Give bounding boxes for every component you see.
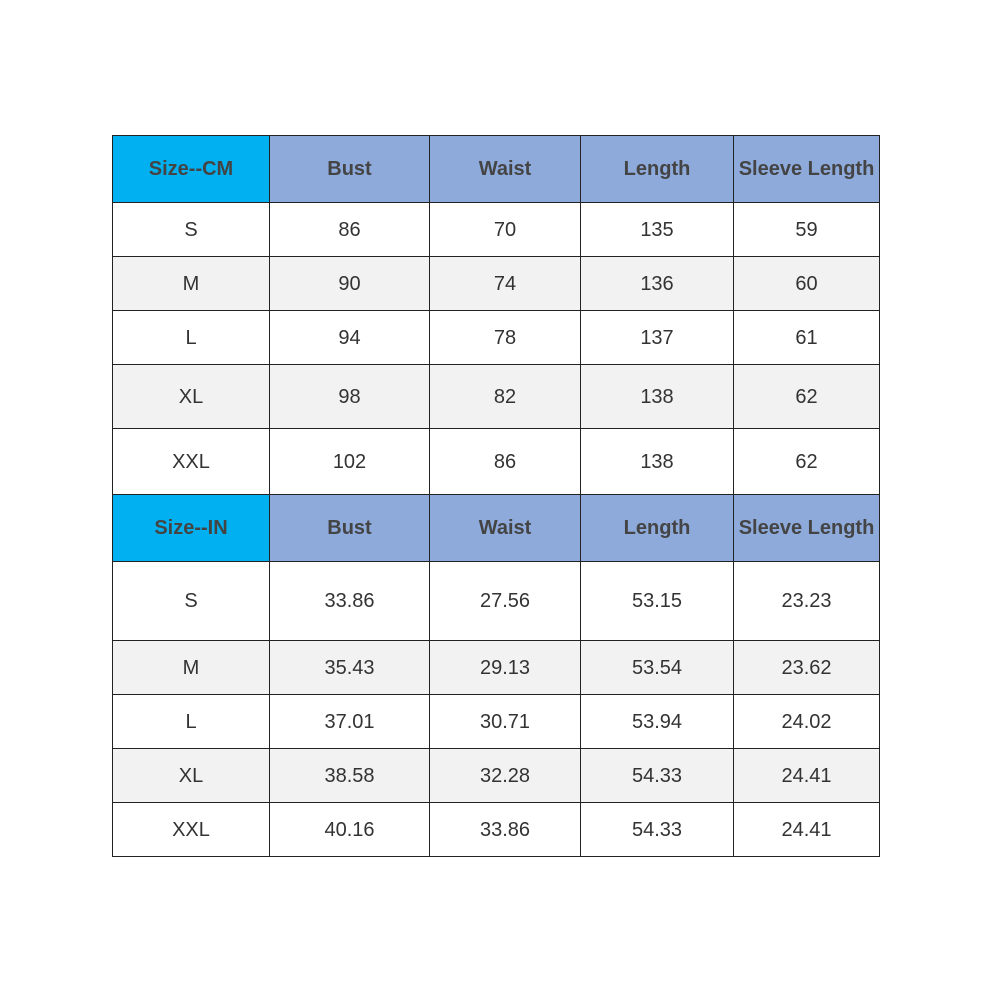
sleeve-length-cell: 24.02 [734, 695, 880, 749]
cm-header-row [113, 136, 880, 203]
waist-cell: 86 [430, 429, 581, 495]
waist-cell: 27.56 [430, 562, 581, 641]
table-row [113, 695, 880, 749]
length-cell: 138 [581, 365, 734, 429]
size-cell: M [113, 257, 270, 311]
length-cell: 137 [581, 311, 734, 365]
table-row [113, 429, 880, 495]
in-waist-header: Waist [430, 495, 581, 562]
cm-length-header: Length [581, 136, 734, 203]
cm-sleeve-length-header: Sleeve Length [734, 136, 880, 203]
size-cell: L [113, 695, 270, 749]
sleeve-length-cell: 24.41 [734, 803, 880, 857]
in-sleeve-length-header: Sleeve Length [734, 495, 880, 562]
size-cell: S [113, 203, 270, 257]
waist-cell: 33.86 [430, 803, 581, 857]
size-cell: S [113, 562, 270, 641]
size-cell: XL [113, 365, 270, 429]
sleeve-length-cell: 59 [734, 203, 880, 257]
cm-size-header: Size--CM [113, 136, 270, 203]
size-cell: XL [113, 749, 270, 803]
sleeve-length-cell: 61 [734, 311, 880, 365]
bust-cell: 102 [270, 429, 430, 495]
in-size-header: Size--IN [113, 495, 270, 562]
cm-waist-header: Waist [430, 136, 581, 203]
table-row [113, 365, 880, 429]
sleeve-length-cell: 23.23 [734, 562, 880, 641]
size-cell: XXL [113, 429, 270, 495]
in-bust-header: Bust [270, 495, 430, 562]
bust-cell: 38.58 [270, 749, 430, 803]
table-row [113, 749, 880, 803]
in-length-header: Length [581, 495, 734, 562]
table-row [113, 641, 880, 695]
bust-cell: 35.43 [270, 641, 430, 695]
length-cell: 136 [581, 257, 734, 311]
waist-cell: 70 [430, 203, 581, 257]
sleeve-length-cell: 24.41 [734, 749, 880, 803]
table-row [113, 311, 880, 365]
table-row [113, 803, 880, 857]
length-cell: 53.15 [581, 562, 734, 641]
size-cell: XXL [113, 803, 270, 857]
bust-cell: 33.86 [270, 562, 430, 641]
bust-cell: 94 [270, 311, 430, 365]
size-cell: L [113, 311, 270, 365]
table-row [113, 203, 880, 257]
sleeve-length-cell: 62 [734, 365, 880, 429]
sleeve-length-cell: 62 [734, 429, 880, 495]
sleeve-length-cell: 23.62 [734, 641, 880, 695]
bust-cell: 40.16 [270, 803, 430, 857]
length-cell: 54.33 [581, 803, 734, 857]
in-header-row [113, 495, 880, 562]
length-cell: 53.54 [581, 641, 734, 695]
waist-cell: 30.71 [430, 695, 581, 749]
bust-cell: 37.01 [270, 695, 430, 749]
length-cell: 54.33 [581, 749, 734, 803]
waist-cell: 78 [430, 311, 581, 365]
waist-cell: 74 [430, 257, 581, 311]
waist-cell: 32.28 [430, 749, 581, 803]
bust-cell: 90 [270, 257, 430, 311]
size-cell: M [113, 641, 270, 695]
table-row [113, 562, 880, 641]
size-chart-table [112, 135, 880, 857]
length-cell: 135 [581, 203, 734, 257]
bust-cell: 86 [270, 203, 430, 257]
length-cell: 53.94 [581, 695, 734, 749]
bust-cell: 98 [270, 365, 430, 429]
length-cell: 138 [581, 429, 734, 495]
table-row [113, 257, 880, 311]
waist-cell: 82 [430, 365, 581, 429]
waist-cell: 29.13 [430, 641, 581, 695]
cm-bust-header: Bust [270, 136, 430, 203]
sleeve-length-cell: 60 [734, 257, 880, 311]
